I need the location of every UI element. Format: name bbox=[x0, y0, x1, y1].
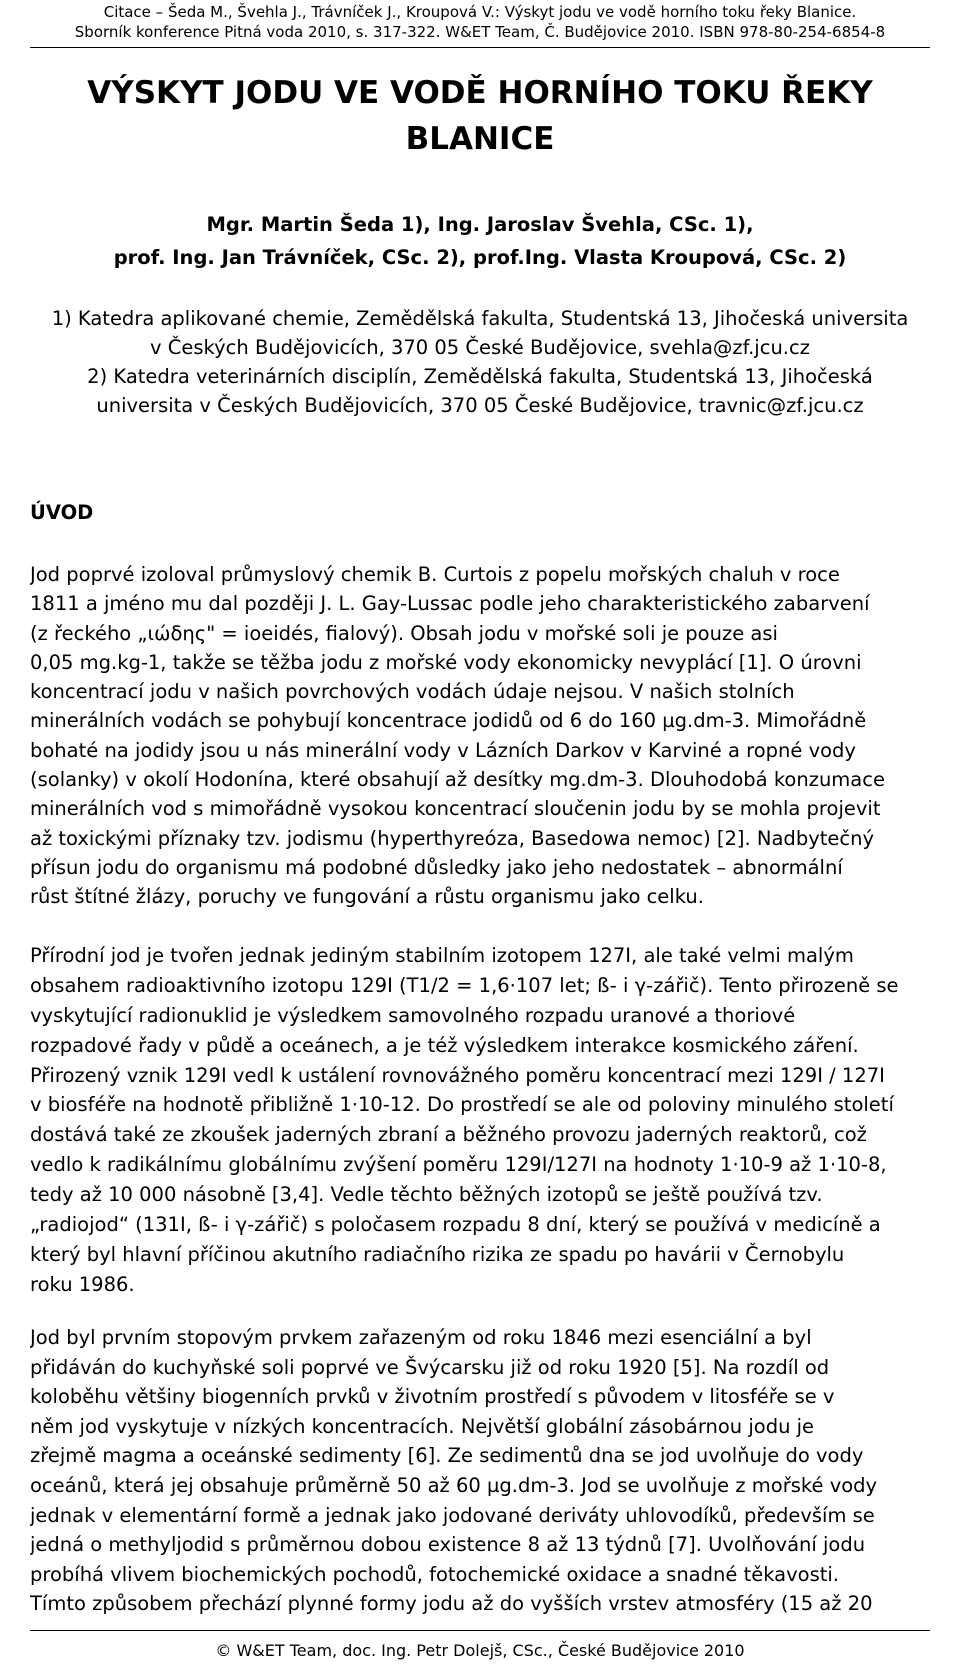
paragraph-line: koncentrací jodu v našich povrchových vodách údaje nejsou. V našich stolních bbox=[30, 680, 795, 704]
paragraph-line: probíhá vlivem biochemických pochodů, fotochemické oxidace a snadné těkavosti. bbox=[30, 1562, 840, 1586]
paragraph-3 bbox=[30, 1323, 930, 1619]
affiliation-2-line-2: universita v Českých Budějovicích, 370 05 České Budějovice, travnic@zf.jcu.cz bbox=[96, 394, 864, 417]
paragraph-line: Přirozený vznik 129I vedl k ustálení rovnovážného poměru koncentrací mezi 129I / 127I bbox=[30, 1063, 885, 1087]
paragraph-line: rozpadové řady v půdě a oceánech, a je též výsledkem interakce kosmického záření. bbox=[30, 1033, 859, 1057]
paragraph-2 bbox=[30, 941, 930, 1300]
paragraph-line: zřejmě magma a oceánské sedimenty [6]. Ze sedimentů dna se jod uvolňuje do vody bbox=[30, 1444, 864, 1468]
paragraph-line: obsahem radioaktivního izotopu 129I (T1/2 = 1,6·107 let; ß- i γ-zářič). Tento přirozeně se bbox=[30, 973, 899, 997]
paragraph-line: jedná o methyljodid s průměrnou dobou existence 8 až 13 týdnů [7]. Uvolňování jodu bbox=[30, 1533, 866, 1557]
paragraph-line: vyskytující radionuklid je výsledkem samovolného rozpadu uranové a thoriové bbox=[30, 1003, 796, 1027]
affiliation-1 bbox=[30, 304, 930, 362]
paragraph-1 bbox=[30, 560, 930, 912]
paragraph-line: 1811 a jméno mu dal později J. L. Gay-Lussac podle jeho charakteristického zabarvení bbox=[30, 592, 870, 616]
paragraph-line: Jod poprvé izoloval průmyslový chemik B. Curtois z popelu mořských chaluh v roce bbox=[30, 563, 840, 586]
section-heading-uvod: ÚVOD bbox=[30, 501, 94, 524]
paragraph-line: v biosféře na hodnotě přibližně 1·10-12. Do prostředí se ale od poloviny minulého století bbox=[30, 1093, 894, 1117]
paragraph-line: růst štítné žlázy, poruchy ve fungování a růstu organismu jako celku. bbox=[30, 885, 704, 909]
paragraph-line: jednak v elementární formě a jednak jako jodované deriváty uhlovodíků, především se bbox=[30, 1503, 875, 1527]
affiliation-1-line-1: 1) Katedra aplikované chemie, Zemědělská fakulta, Studentská 13, Jihočeská universita bbox=[51, 307, 909, 330]
paragraph-line: 0,05 mg.kg-1, takže se těžba jodu z mořské vody ekonomicky nevyplácí [1]. O úrovni bbox=[30, 650, 862, 674]
paragraph-line: Tímto způsobem přechází plynné formy jodu až do vyšších vrstev atmosféry (15 až 20 bbox=[30, 1592, 873, 1616]
paragraph-line: (solanky) v okolí Hodonína, které obsahují až desítky mg.dm-3. Dlouhodobá konzumace bbox=[30, 768, 885, 792]
paragraph-line: oceánů, která jej obsahuje průměrně 50 až 60 µg.dm-3. Jod se uvolňuje z mořské vody bbox=[30, 1473, 878, 1497]
paragraph-line: minerálních vod s mimořádně vysokou koncentrací sloučenin jodu by se mohla projevit bbox=[30, 797, 881, 821]
paragraph-line: Přírodní jod je tvořen jednak jediným stabilním izotopem 127I, ale také velmi malým bbox=[30, 944, 854, 967]
paragraph-line: který byl hlavní příčinou akutního radiačního rizika ze spadu po havárii v Černobylu bbox=[30, 1242, 845, 1266]
authors-line-2: prof. Ing. Jan Trávníček, CSc. 2), prof.Ing. Vlasta Kroupová, CSc. 2) bbox=[113, 246, 847, 269]
author-list bbox=[40, 208, 920, 274]
paragraph-line: přidáván do kuchyňské soli poprvé ve Švýcarsku již od roku 1920 [5]. Na rozdíl od bbox=[30, 1355, 830, 1379]
citation-line-2: Sborník konference Pitná voda 2010, s. 317-322. W&ET Team, Č. Budějovice 2010. ISBN 978-80-254-6854-8 bbox=[74, 23, 886, 41]
citation-header bbox=[0, 2, 960, 42]
affiliation-2 bbox=[30, 362, 930, 420]
paragraph-line: „radiojod“ (131I, ß- i γ-zářič) s poločasem rozpadu 8 dní, který se používá v medicíně a bbox=[30, 1213, 881, 1237]
paragraph-line: až toxickými příznaky tzv. jodismu (hyperthyreóza, Basedowa nemoc) [2]. Nadbytečný bbox=[30, 826, 874, 850]
title-line-1: VÝSKYT JODU VE VODĚ HORNÍHO TOKU ŘEKY bbox=[87, 75, 873, 111]
page-footer: © W&ET Team, doc. Ing. Petr Dolejš, CSc., České Budějovice 2010 bbox=[215, 1641, 745, 1660]
affiliation-1-line-2: v Českých Budějovicích, 370 05 České Budějovice, svehla@zf.jcu.cz bbox=[150, 336, 810, 359]
paragraph-line: Jod byl prvním stopovým prvkem zařazeným od roku 1846 mezi esenciální a byl bbox=[30, 1326, 812, 1349]
paragraph-line: roku 1986. bbox=[30, 1272, 135, 1296]
citation-line-1: Citace – Šeda M., Švehla J., Trávníček J., Kroupová V.: Výskyt jodu ve vodě horního toku řeky Blanice. bbox=[103, 3, 857, 21]
authors-line-1: Mgr. Martin Šeda 1), Ing. Jaroslav Švehla, CSc. 1), bbox=[206, 213, 754, 236]
paragraph-line: přísun jodu do organismu má podobné důsledky jako jeho nedostatek – abnormální bbox=[30, 855, 843, 879]
paragraph-line: vedlo k radikálnímu globálnímu zvýšení poměru 129I/127I na hodnoty 1·10-9 až 1·10-8, bbox=[30, 1153, 887, 1177]
paragraph-line: minerálních vodách se pohybují koncentrace jodidů od 6 do 160 µg.dm-3. Mimořádně bbox=[30, 709, 867, 733]
paper-title bbox=[40, 70, 920, 162]
paragraph-line: bohaté na jodidy jsou u nás minerální vody v Lázních Darkov v Karviné a ropné vody bbox=[30, 738, 856, 762]
paragraph-line: (z řeckého „ιώδης" = ioeidés, fialový). Obsah jodu v mořské soli je pouze asi bbox=[30, 621, 778, 645]
title-line-2: BLANICE bbox=[405, 121, 555, 157]
paragraph-line: něm jod vyskytuje v nízkých koncentracích. Největší globální zásobárnou jodu je bbox=[30, 1414, 815, 1438]
affiliation-2-line-1: 2) Katedra veterinárních disciplín, Zemědělská fakulta, Studentská 13, Jihočeská bbox=[87, 365, 873, 388]
paragraph-line: tedy až 10 000 násobně [3,4]. Vedle těchto běžných izotopů se ještě používá tzv. bbox=[30, 1183, 823, 1207]
footer-divider bbox=[30, 1630, 930, 1631]
paragraph-line: dostává také ze zkoušek jaderných zbraní a běžného provozu jaderných reaktorů, což bbox=[30, 1123, 867, 1147]
paragraph-line: koloběhu většiny biogenních prvků v životním prostředí s původem v litosféře se v bbox=[30, 1385, 835, 1409]
header-divider bbox=[30, 47, 930, 48]
